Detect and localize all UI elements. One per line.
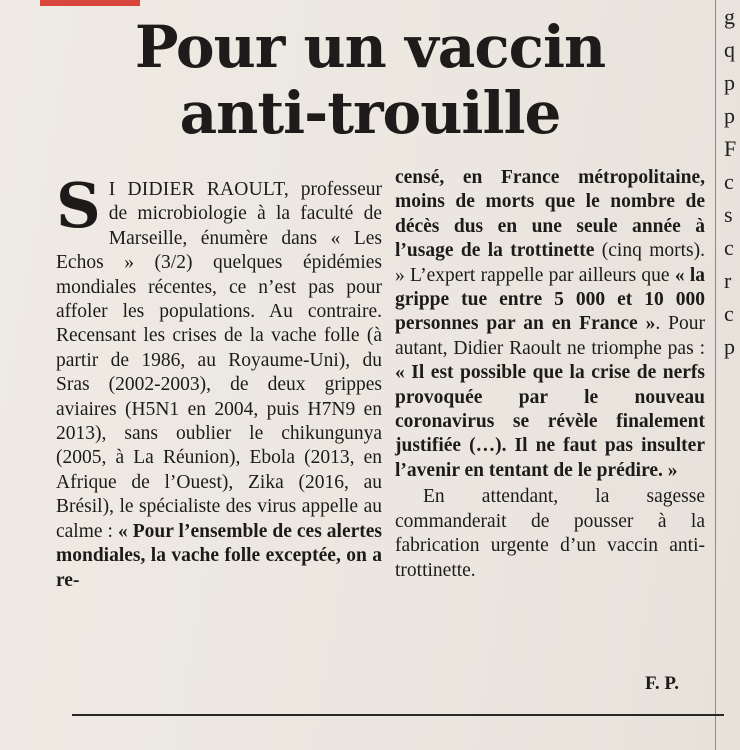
headline-line-1: Pour un vaccin — [134, 13, 606, 81]
bottom-divider — [72, 714, 724, 716]
adjacent-letter: g — [724, 4, 735, 29]
quote-text: « la grippe tue entre 5 000 et 10 000 personnes par an en France » — [395, 264, 705, 335]
lead-in: I DIDIER RAOULT, — [108, 179, 289, 200]
adjacent-letter: s — [724, 202, 733, 227]
headline-line-2: anti-trouille — [179, 79, 561, 147]
author-signature: F. P. — [645, 673, 679, 694]
adjacent-column-fragment — [718, 0, 740, 360]
quote-text: censé, en France métropolitaine, moins de morts que le nombre de décès dus en une seule année à l’usage de la trottinette — [395, 167, 705, 262]
adjacent-letter: q — [724, 37, 735, 62]
paragraph-2: En attendant, la sagesse commanderait de pousser à la fabrication urgente d’un vaccin anti-trottinette. — [395, 486, 705, 581]
headline — [60, 14, 680, 146]
red-header-strip — [40, 0, 140, 6]
body-text: professeur de microbiologie à la faculté de Marseille, énumère dans « Les Echos » (3/2) quelques épidémies mondiales récentes, ce n’est pas pour affoler les populations. Au contraire. Recensant les crises de la vache folle (à partir de 1986, au Royaume-Uni), du Sras (2002-2003), de deux grippes aviaires (H5N1 en 2004, puis H7N9 en 2013), sans oublier le chikungunya (2005, à La Réunion), Ebola (2013, en Afrique de l’Ouest), Zika (2016, au Brésil), le spécialiste des virus appelle au calme : — [56, 179, 382, 542]
body-text: . Pour autant, Didier Raoult ne triomphe pas : — [395, 313, 705, 359]
quote-text: « Il est possible que la crise de nerfs provoquée par le nouveau coronavirus se révèle finalement justifiée (…). Il ne faut pas insulter l’avenir en tentant de le prédire. » — [395, 362, 705, 481]
adjacent-letter: p — [724, 334, 735, 359]
article-column-1 — [56, 169, 382, 593]
drop-cap: S — [56, 169, 101, 242]
paragraph-1 — [395, 166, 705, 483]
column-divider — [715, 0, 716, 750]
article-column-2 — [395, 166, 705, 583]
adjacent-letter: F — [724, 136, 737, 161]
adjacent-letter: p — [724, 103, 735, 128]
quote-text: « Pour l’ensemble de ces alertes mondiales, la vache folle exceptée, on a re- — [56, 520, 382, 591]
adjacent-letter: c — [724, 169, 734, 194]
adjacent-letter: c — [724, 235, 734, 260]
body-text: (cinq morts). » L’expert rappelle par ailleurs que — [395, 240, 705, 286]
adjacent-letter: r — [724, 268, 732, 293]
adjacent-letter: p — [724, 70, 735, 95]
adjacent-letter: c — [724, 301, 734, 326]
